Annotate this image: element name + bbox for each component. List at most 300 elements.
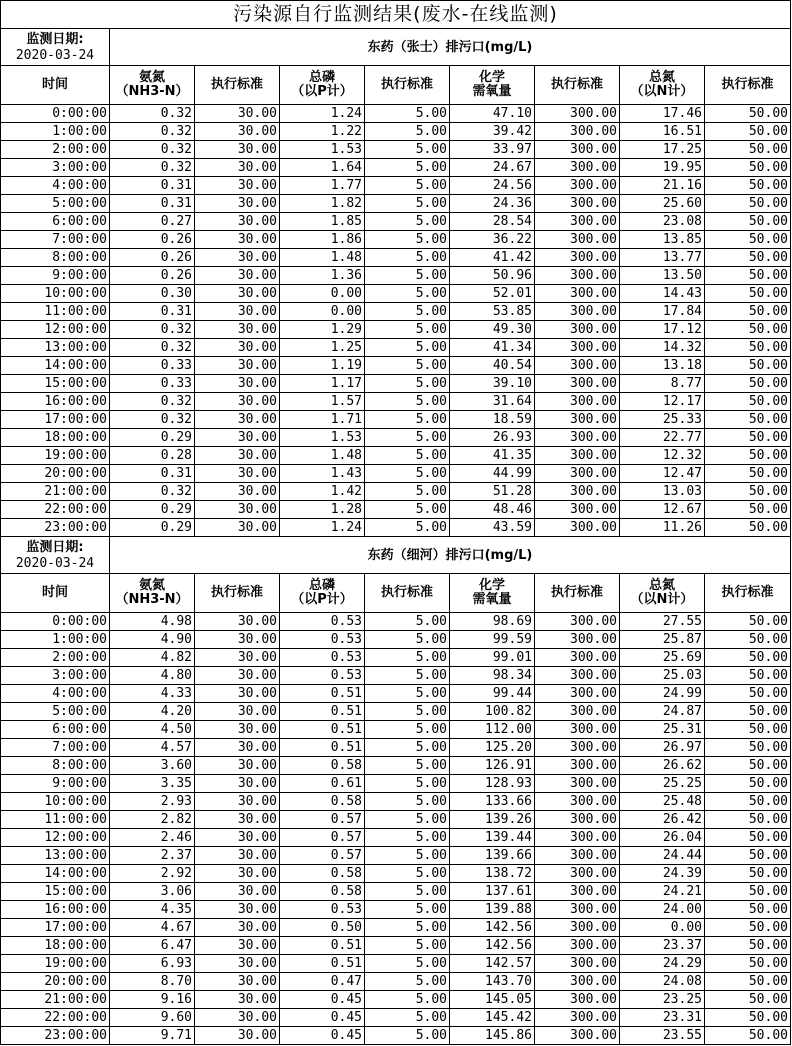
column-header-text: 执行标准 (380, 585, 433, 601)
time-cell: 3:00:00 (1, 159, 110, 177)
value-cell: 300.00 (535, 465, 620, 483)
time-cell: 4:00:00 (1, 685, 110, 703)
value-cell: 50.00 (705, 393, 791, 411)
value-cell: 300.00 (535, 667, 620, 685)
column-header-text: 化学 (478, 70, 505, 86)
value-cell: 24.39 (620, 865, 705, 883)
value-cell: 50.00 (705, 105, 791, 123)
value-cell: 22.77 (620, 429, 705, 447)
time-cell: 9:00:00 (1, 775, 110, 793)
time-cell: 13:00:00 (1, 847, 110, 865)
value-cell: 39.10 (450, 375, 535, 393)
value-cell: 50.00 (705, 501, 791, 519)
value-cell: 0.32 (110, 105, 195, 123)
value-cell: 0.30 (110, 285, 195, 303)
value-cell: 0.32 (110, 159, 195, 177)
value-cell: 25.33 (620, 411, 705, 429)
column-header-text: 需氧量 (472, 84, 512, 99)
value-cell: 30.00 (195, 829, 280, 847)
time-cell: 16:00:00 (1, 901, 110, 919)
value-cell: 300.00 (535, 649, 620, 667)
value-cell: 50.00 (705, 631, 791, 649)
column-header (1, 66, 110, 105)
value-cell: 1.48 (280, 249, 365, 267)
value-cell: 50.00 (705, 739, 791, 757)
value-cell: 13.85 (620, 231, 705, 249)
value-cell: 2.92 (110, 865, 195, 883)
column-header-row (1, 66, 791, 105)
value-cell: 5.00 (365, 883, 450, 901)
table-row (1, 429, 791, 447)
value-cell: 47.10 (450, 105, 535, 123)
value-cell: 31.64 (450, 393, 535, 411)
value-cell: 12.17 (620, 393, 705, 411)
value-cell: 5.00 (365, 865, 450, 883)
value-cell: 1.53 (280, 141, 365, 159)
value-cell: 5.00 (365, 285, 450, 303)
time-cell: 9:00:00 (1, 267, 110, 285)
table-row (1, 519, 791, 537)
value-cell: 41.35 (450, 447, 535, 465)
column-header (705, 66, 791, 105)
value-cell: 5.00 (365, 649, 450, 667)
value-cell: 26.62 (620, 757, 705, 775)
value-cell: 6.47 (110, 937, 195, 955)
table-row (1, 303, 791, 321)
value-cell: 5.00 (365, 357, 450, 375)
value-cell: 0.51 (280, 721, 365, 739)
value-cell: 5.00 (365, 1009, 450, 1027)
value-cell: 1.36 (280, 267, 365, 285)
value-cell: 30.00 (195, 721, 280, 739)
value-cell: 0.53 (280, 613, 365, 631)
value-cell: 50.00 (705, 1009, 791, 1027)
table-row (1, 1027, 791, 1045)
value-cell: 5.00 (365, 411, 450, 429)
value-cell: 50.00 (705, 793, 791, 811)
value-cell: 27.55 (620, 613, 705, 631)
table-row (1, 141, 791, 159)
table-row (1, 447, 791, 465)
value-cell: 17.25 (620, 141, 705, 159)
value-cell: 4.57 (110, 739, 195, 757)
value-cell: 0.58 (280, 757, 365, 775)
value-cell: 0.45 (280, 991, 365, 1009)
table-row (1, 721, 791, 739)
value-cell: 30.00 (195, 447, 280, 465)
value-cell: 30.00 (195, 339, 280, 357)
table-row (1, 105, 791, 123)
column-header-text: （以P计） (291, 592, 353, 607)
value-cell: 50.00 (705, 901, 791, 919)
value-cell: 30.00 (195, 411, 280, 429)
table-row (1, 613, 791, 631)
value-cell: 13.03 (620, 483, 705, 501)
value-cell: 5.00 (365, 955, 450, 973)
column-header-text: （NH3-N） (115, 592, 189, 607)
value-cell: 30.00 (195, 213, 280, 231)
column-header-text: （以P计） (291, 84, 353, 99)
value-cell: 0.31 (110, 465, 195, 483)
value-cell: 50.96 (450, 267, 535, 285)
value-cell: 30.00 (195, 429, 280, 447)
column-header-text: 氨氮 (138, 70, 165, 86)
table-row (1, 847, 791, 865)
time-cell: 6:00:00 (1, 721, 110, 739)
value-cell: 1.43 (280, 465, 365, 483)
value-cell: 300.00 (535, 231, 620, 249)
value-cell: 138.72 (450, 865, 535, 883)
value-cell: 30.00 (195, 649, 280, 667)
value-cell: 53.85 (450, 303, 535, 321)
value-cell: 50.00 (705, 447, 791, 465)
value-cell: 5.00 (365, 1027, 450, 1045)
value-cell: 5.00 (365, 519, 450, 537)
value-cell: 300.00 (535, 285, 620, 303)
value-cell: 0.53 (280, 667, 365, 685)
value-cell: 5.00 (365, 775, 450, 793)
value-cell: 143.70 (450, 973, 535, 991)
value-cell: 5.00 (365, 991, 450, 1009)
column-header (450, 574, 535, 613)
value-cell: 50.00 (705, 375, 791, 393)
column-header-text: 化学 (478, 578, 505, 594)
time-cell: 11:00:00 (1, 303, 110, 321)
time-cell: 22:00:00 (1, 1009, 110, 1027)
value-cell: 25.25 (620, 775, 705, 793)
column-header (1, 574, 110, 613)
value-cell: 50.00 (705, 775, 791, 793)
column-header-text: 总氮 (648, 70, 675, 86)
value-cell: 300.00 (535, 393, 620, 411)
value-cell: 30.00 (195, 105, 280, 123)
value-cell: 5.00 (365, 141, 450, 159)
value-cell: 30.00 (195, 811, 280, 829)
column-header (535, 66, 620, 105)
value-cell: 300.00 (535, 757, 620, 775)
value-cell: 0.47 (280, 973, 365, 991)
value-cell: 30.00 (195, 955, 280, 973)
sheet-title: 污染源自行监测结果(废水-在线监测) (1, 1, 791, 29)
value-cell: 128.93 (450, 775, 535, 793)
value-cell: 50.00 (705, 865, 791, 883)
value-cell: 24.00 (620, 901, 705, 919)
value-cell: 50.00 (705, 991, 791, 1009)
value-cell: 0.51 (280, 685, 365, 703)
value-cell: 98.69 (450, 613, 535, 631)
value-cell: 0.28 (110, 447, 195, 465)
value-cell: 5.00 (365, 429, 450, 447)
monitoring-date-cell (1, 537, 110, 574)
value-cell: 0.51 (280, 703, 365, 721)
value-cell: 0.26 (110, 231, 195, 249)
value-cell: 13.77 (620, 249, 705, 267)
value-cell: 5.00 (365, 231, 450, 249)
time-cell: 2:00:00 (1, 649, 110, 667)
value-cell: 300.00 (535, 937, 620, 955)
value-cell: 0.31 (110, 177, 195, 195)
value-cell: 5.00 (365, 465, 450, 483)
value-cell: 23.25 (620, 991, 705, 1009)
value-cell: 139.66 (450, 847, 535, 865)
value-cell: 25.31 (620, 721, 705, 739)
value-cell: 5.00 (365, 213, 450, 231)
table-row (1, 321, 791, 339)
value-cell: 1.64 (280, 159, 365, 177)
value-cell: 50.00 (705, 339, 791, 357)
value-cell: 0.51 (280, 955, 365, 973)
value-cell: 5.00 (365, 195, 450, 213)
value-cell: 5.00 (365, 703, 450, 721)
value-cell: 50.00 (705, 757, 791, 775)
time-cell: 11:00:00 (1, 811, 110, 829)
table-row (1, 937, 791, 955)
value-cell: 0.00 (620, 919, 705, 937)
value-cell: 30.00 (195, 901, 280, 919)
value-cell: 24.67 (450, 159, 535, 177)
value-cell: 0.57 (280, 829, 365, 847)
table-body (1, 1, 791, 1045)
value-cell: 30.00 (195, 1009, 280, 1027)
value-cell: 0.50 (280, 919, 365, 937)
value-cell: 25.87 (620, 631, 705, 649)
table-row (1, 955, 791, 973)
table-row (1, 685, 791, 703)
value-cell: 1.85 (280, 213, 365, 231)
table-row (1, 973, 791, 991)
table-row (1, 739, 791, 757)
value-cell: 300.00 (535, 519, 620, 537)
time-cell: 1:00:00 (1, 123, 110, 141)
value-cell: 0.51 (280, 937, 365, 955)
value-cell: 30.00 (195, 739, 280, 757)
value-cell: 30.00 (195, 919, 280, 937)
value-cell: 4.50 (110, 721, 195, 739)
value-cell: 300.00 (535, 1027, 620, 1045)
table-row (1, 811, 791, 829)
time-cell: 20:00:00 (1, 465, 110, 483)
value-cell: 5.00 (365, 721, 450, 739)
value-cell: 1.28 (280, 501, 365, 519)
value-cell: 5.00 (365, 321, 450, 339)
column-header-text: 执行标准 (210, 585, 263, 601)
value-cell: 0.57 (280, 847, 365, 865)
table-row (1, 667, 791, 685)
value-cell: 30.00 (195, 793, 280, 811)
value-cell: 0.33 (110, 375, 195, 393)
value-cell: 300.00 (535, 829, 620, 847)
table-row (1, 177, 791, 195)
value-cell: 23.31 (620, 1009, 705, 1027)
value-cell: 0.53 (280, 649, 365, 667)
time-cell: 23:00:00 (1, 519, 110, 537)
value-cell: 0.32 (110, 393, 195, 411)
value-cell: 30.00 (195, 177, 280, 195)
value-cell: 145.05 (450, 991, 535, 1009)
value-cell: 50.00 (705, 829, 791, 847)
monitoring-date-label: 监测日期: (26, 539, 84, 555)
value-cell: 24.08 (620, 973, 705, 991)
value-cell: 300.00 (535, 321, 620, 339)
value-cell: 41.34 (450, 339, 535, 357)
time-cell: 6:00:00 (1, 213, 110, 231)
value-cell: 30.00 (195, 631, 280, 649)
value-cell: 30.00 (195, 757, 280, 775)
time-cell: 22:00:00 (1, 501, 110, 519)
value-cell: 19.95 (620, 159, 705, 177)
value-cell: 50.00 (705, 159, 791, 177)
value-cell: 1.86 (280, 231, 365, 249)
value-cell: 17.84 (620, 303, 705, 321)
value-cell: 0.53 (280, 901, 365, 919)
value-cell: 300.00 (535, 303, 620, 321)
value-cell: 99.01 (450, 649, 535, 667)
value-cell: 6.93 (110, 955, 195, 973)
value-cell: 24.44 (620, 847, 705, 865)
time-cell: 5:00:00 (1, 703, 110, 721)
value-cell: 12.67 (620, 501, 705, 519)
table-row (1, 393, 791, 411)
value-cell: 5.00 (365, 937, 450, 955)
value-cell: 0.00 (280, 285, 365, 303)
time-cell: 18:00:00 (1, 937, 110, 955)
value-cell: 17.12 (620, 321, 705, 339)
table-row (1, 159, 791, 177)
value-cell: 142.57 (450, 955, 535, 973)
value-cell: 1.25 (280, 339, 365, 357)
value-cell: 12.32 (620, 447, 705, 465)
value-cell: 125.20 (450, 739, 535, 757)
value-cell: 0.31 (110, 303, 195, 321)
column-header-text: 执行标准 (721, 77, 774, 93)
column-header (620, 66, 705, 105)
time-cell: 13:00:00 (1, 339, 110, 357)
value-cell: 4.67 (110, 919, 195, 937)
value-cell: 50.00 (705, 267, 791, 285)
time-cell: 18:00:00 (1, 429, 110, 447)
time-cell: 16:00:00 (1, 393, 110, 411)
value-cell: 0.33 (110, 357, 195, 375)
value-cell: 25.48 (620, 793, 705, 811)
column-header-text: 总磷 (308, 70, 335, 86)
value-cell: 13.50 (620, 267, 705, 285)
value-cell: 30.00 (195, 393, 280, 411)
value-cell: 300.00 (535, 177, 620, 195)
value-cell: 30.00 (195, 865, 280, 883)
value-cell: 25.69 (620, 649, 705, 667)
column-header-text: 氨氮 (138, 578, 165, 594)
table-row (1, 213, 791, 231)
time-cell: 5:00:00 (1, 195, 110, 213)
value-cell: 11.26 (620, 519, 705, 537)
value-cell: 0.53 (280, 631, 365, 649)
value-cell: 300.00 (535, 213, 620, 231)
time-cell: 7:00:00 (1, 739, 110, 757)
value-cell: 300.00 (535, 991, 620, 1009)
column-header (195, 66, 280, 105)
value-cell: 0.51 (280, 739, 365, 757)
value-cell: 50.00 (705, 1027, 791, 1045)
value-cell: 30.00 (195, 375, 280, 393)
value-cell: 18.59 (450, 411, 535, 429)
column-header (110, 66, 195, 105)
time-cell: 20:00:00 (1, 973, 110, 991)
value-cell: 5.00 (365, 339, 450, 357)
value-cell: 30.00 (195, 667, 280, 685)
value-cell: 50.00 (705, 613, 791, 631)
value-cell: 99.59 (450, 631, 535, 649)
value-cell: 133.66 (450, 793, 535, 811)
value-cell: 26.97 (620, 739, 705, 757)
table-row (1, 195, 791, 213)
value-cell: 23.55 (620, 1027, 705, 1045)
value-cell: 51.28 (450, 483, 535, 501)
time-cell: 15:00:00 (1, 375, 110, 393)
value-cell: 50.00 (705, 465, 791, 483)
value-cell: 300.00 (535, 195, 620, 213)
value-cell: 36.22 (450, 231, 535, 249)
value-cell: 300.00 (535, 703, 620, 721)
column-header-text: 总磷 (308, 578, 335, 594)
value-cell: 300.00 (535, 685, 620, 703)
table-row (1, 357, 791, 375)
value-cell: 30.00 (195, 483, 280, 501)
section-info-row (1, 537, 791, 574)
value-cell: 50.00 (705, 811, 791, 829)
table-row (1, 829, 791, 847)
value-cell: 50.00 (705, 721, 791, 739)
value-cell: 1.57 (280, 393, 365, 411)
table-row (1, 411, 791, 429)
column-header-text: 执行标准 (721, 585, 774, 601)
value-cell: 30.00 (195, 883, 280, 901)
value-cell: 24.87 (620, 703, 705, 721)
table-row (1, 775, 791, 793)
table-row (1, 375, 791, 393)
value-cell: 139.88 (450, 901, 535, 919)
value-cell: 0.32 (110, 321, 195, 339)
value-cell: 50.00 (705, 703, 791, 721)
value-cell: 14.43 (620, 285, 705, 303)
table-row (1, 465, 791, 483)
value-cell: 4.80 (110, 667, 195, 685)
value-cell: 0.32 (110, 483, 195, 501)
value-cell: 4.35 (110, 901, 195, 919)
value-cell: 24.99 (620, 685, 705, 703)
value-cell: 0.58 (280, 883, 365, 901)
value-cell: 30.00 (195, 847, 280, 865)
value-cell: 30.00 (195, 937, 280, 955)
value-cell: 0.32 (110, 141, 195, 159)
value-cell: 145.42 (450, 1009, 535, 1027)
table-row (1, 231, 791, 249)
value-cell: 300.00 (535, 901, 620, 919)
value-cell: 5.00 (365, 447, 450, 465)
value-cell: 300.00 (535, 141, 620, 159)
value-cell: 24.36 (450, 195, 535, 213)
table-row (1, 1009, 791, 1027)
value-cell: 2.93 (110, 793, 195, 811)
value-cell: 9.71 (110, 1027, 195, 1045)
value-cell: 50.00 (705, 231, 791, 249)
value-cell: 30.00 (195, 465, 280, 483)
value-cell: 30.00 (195, 519, 280, 537)
value-cell: 24.21 (620, 883, 705, 901)
value-cell: 300.00 (535, 775, 620, 793)
value-cell: 139.26 (450, 811, 535, 829)
value-cell: 4.33 (110, 685, 195, 703)
value-cell: 300.00 (535, 501, 620, 519)
